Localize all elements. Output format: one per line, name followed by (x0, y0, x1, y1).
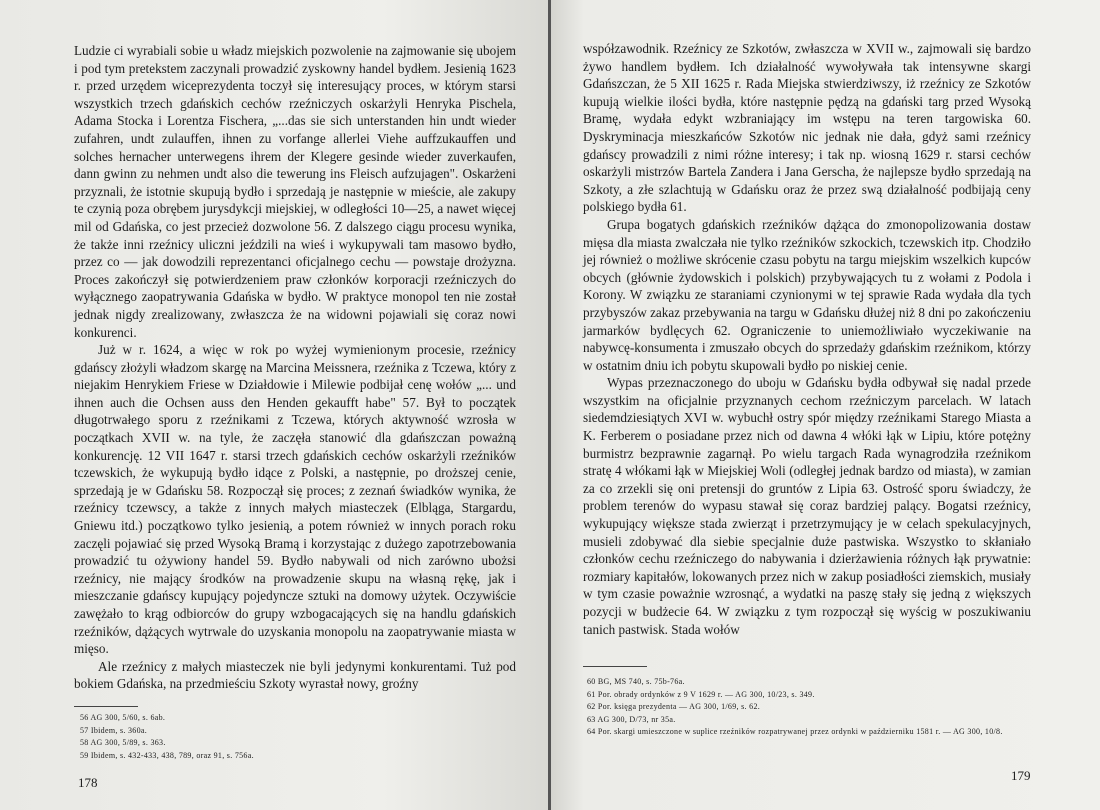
paragraph: Ale rzeźnicy z małych miasteczek nie byli jedynymi konkurentami. Tuż pod bokiem Gdańska, na przedmieściu Szkoty wyrastał nowy, groźny (74, 658, 516, 692)
right-body-text (583, 40, 1031, 638)
right-page (551, 0, 1100, 810)
paragraph: Ludzie ci wyrabiali sobie u władz miejskich pozwolenie na zajmowanie się ubojem i pod tym pretekstem zaczynali prowadzić zyskowny handel bydłem. Jesienią 1623 r. przed urzędem wiceprezydenta toczył się interesujący proces, w którym starsi wszystkich trzech gdańskich cechów rzeźniczych oskarżyli Henryka Pischela, Adama Stocka i Lorentza Fischera, „...das sie sich unterstanden hin undt wieder zufahren, undt zulauffen, ihnen zu vorfange allerlei Viehe auffzukauffen und solches hernacher unterwegens ihrem der Klegere gesinde wieder zuverkaufen, dann gwinn zu nehmen undt also die tewerung ins Fleisch aufzujagen". Oskarżeni przyznali, że istotnie skupują bydło i sprzedają je następnie w mieście, ale zakupy te czynią poza obrębem jurysdykcji miejskiej, w odległości 10—25, a nawet więcej mil od Gdańska, co jest przecież dozwolone 56. Z dalszego ciągu procesu wynika, że także inni rzeźnicy uliczni jeździli na wieś i wykupywali tam masowo bydło, przez co — jak dowodzili reprezentanci oficjalnego cechu — powstaje drożyzna. Proces zakończył się potwierdzeniem praw członków korporacji rzeźniczych do wyłącznego zaopatrywania Gdańska w bydło. W praktyce monopol ten nie został jednak nigdy zrealizowany, zwłaszcza że na widowni pojawiali się coraz nowi konkurenci. (74, 43, 516, 340)
footnote-rule (583, 666, 647, 667)
footnote: 63 AG 300, D/73, nr 35a. (587, 714, 676, 724)
footnote: 64 Por. skargi umieszczone w suplice rzeźników rozpatrywanej przez ordynki w październiku 1581 r. — AG 300, 10/8. (587, 727, 1003, 736)
footnote-rule (74, 706, 138, 707)
paragraph: Grupa bogatych gdańskich rzeźników dążąca do zmonopolizowania dostaw mięsa dla miasta zwalczała nie tylko rzeźników szkockich, tczewskich itp. Chodziło jej również o możliwe skrócenie czasu pobytu na targu miejskim wszelkich kupców obcych (głównie żydowskich i polskich) przybywających tu z wołami z Podola i Korony. W związku ze staraniami czynionymi w tej sprawie Rada wydała dla tych przybyszów zakaz przebywania na targu w Gdańsku dłużej niż 8 dni po zakończeniu jarmarków bydlęcych 62. Ograniczenie to uniemożliwiało wyczekiwanie na nabywcę-konsumenta i zmuszało obcych do sprzedaży gdańskim rzeźnikom, którzy w ostatnim dniu ich pobytu skupowali bydło po niskiej cenie. (583, 216, 1031, 373)
left-footnotes (80, 712, 500, 762)
right-footnotes (587, 676, 1027, 739)
footnote: 61 Por. obrady ordynków z 9 V 1629 r. — AG 300, 10/23, s. 349. (587, 689, 815, 699)
footnote: 56 AG 300, 5/60, s. 6ab. (80, 713, 166, 722)
left-body-text (74, 42, 516, 693)
paragraph: Już w r. 1624, a więc w rok po wyżej wymienionym procesie, rzeźnicy gdańscy złożyli władzom skargę na Marcina Meissnera, rzeźnika z Tczewa, który z niejakim Henrykiem Friese w Działdowie i Milewie podbijał cenę wołów „... und ihnen auch die Ochsen auss den Henden gekaufft habe" 57. Był to początek długotrwałego sporu z rzeźnikami z Tczewa, których aktywność wzrosła w początkach XVII w. na tyle, że zaczęła stanowić dla gdańszczan poważną konkurencję. 12 VII 1647 r. starsi trzech gdańskich cechów oskarżyli rzeźników tczewskich, że wykupują bydło idące z Polski, a następnie, po droższej cenie, sprzedają je w Gdańsku 58. Rozpoczął się proces; z zeznań świadków wynika, że rzeźnicy tczewscy, a także z innych małych miasteczek (Elbląga, Stargardu, Gniewu itd.) początkowo tylko jesienią, a potem również w innych porach roku zaczęli pojawiać się przed Wysoką Bramą i korzystając z dużego zapotrzebowania prowadzić tu ożywiony handel 59. Bydło nabywali od nich zarówno ubożsi rzeźnicy, nie mający środków na prowadzenie skupu na własną rękę, jak i mieszczanie gdańscy kupujący pojedyncze sztuki na domowy użytek. Oczywiście zawężało to krąg odbiorców do grupy wzbogacających się na handlu gdańskich rzeźników, dążących wytrwale do uzyskania monopolu na zaopatrywanie miasta w mięso. (74, 342, 516, 657)
footnote: 59 Ibidem, s. 432-433, 438, 789, oraz 91, s. 756a. (80, 750, 254, 760)
left-page (0, 0, 548, 810)
page-number: 179 (1011, 768, 1031, 783)
footnote: 57 Ibidem, s. 360a. (80, 725, 148, 735)
footnote: 58 AG 300, 5/89, s. 363. (80, 738, 166, 747)
footnote: 60 BG, MS 740, s. 75b-76a. (587, 677, 685, 686)
paragraph: Wypas przeznaczonego do uboju w Gdańsku bydła odbywał się nadal przede wszystkim na oficjalnie przyznanych cechom rzeźniczym parcelach. W latach siedemdziesiątych XVI w. wybuchł ostry spór między rzeźnikami Starego Miasta a K. Ferberem o posiadane przez nich od dawna 4 włóki łąk w Lipiu, które potężny burmistrz bezprawnie zagarnął. Po wielu targach Rada wynagrodziła rzeźnikom stratę 4 włókami łąk w Miejskiej Woli (odległej jednak bardzo od miasta), w zamian za co zrzekli się oni pretensji do gruntów z Lipia 63. Ostrość sporu świadczy, że problem terenów do wypasu stawał się coraz bardziej palący. Bogatsi rzeźnicy, wykupujący większe stada zwierząt i przetrzymujący je w celach spekulacyjnych, musieli zdobywać dla siebie specjalnie duże pastwiska. Wszystko to skłaniało członków cechu rzeźniczego do nabywania i dzierżawienia różnych łąk prywatnie: rozmiary kapitałów, lokowanych przez nich w zakup posiadłości ziemskich, musiały w tym czasie poważnie wzrosnąć, a wydatki na paszę stały się jedną z większych pozycji w budżecie 64. W związku z tym rozpoczął się wyścig w poszukiwaniu tanich pastwisk. Stada wołów (583, 375, 1031, 637)
footnote: 62 Por. księga prezydenta — AG 300, 1/69, s. 62. (587, 702, 761, 711)
page-number: 178 (78, 775, 98, 790)
paragraph: współzawodnik. Rzeźnicy ze Szkotów, zwłaszcza w XVII w., zajmowali się bardzo żywo handlem bydłem. Ich działalność wywoływała tak intensywne skargi Gdańszczan, że 5 XII 1625 r. Rada Miejska stwierdziwszy, iż rzeźnicy ze Szkotów kupują wielkie ilości bydła, które następnie pędzą na gdański targ przed Wysoką Bramę, wydała edykt wzbraniający im wstępu na teren targowiska 60. Dyskryminacja mieszkańców Szkotów nic jednak nie dała, gdyż sami rzeźnicy gdańscy prowadzili z nimi różne interesy; i tak np. wiosną 1629 r. starsi cechów oskarżyli mistrzów Bartela Zandera i Jana Gerscha, że najlepsze bydło sprzedają na Szkoty, a złe szlachtują w Gdańsku oraz że przez swą działalność podbijają ceny polskiego bydła 61. (583, 41, 1031, 215)
